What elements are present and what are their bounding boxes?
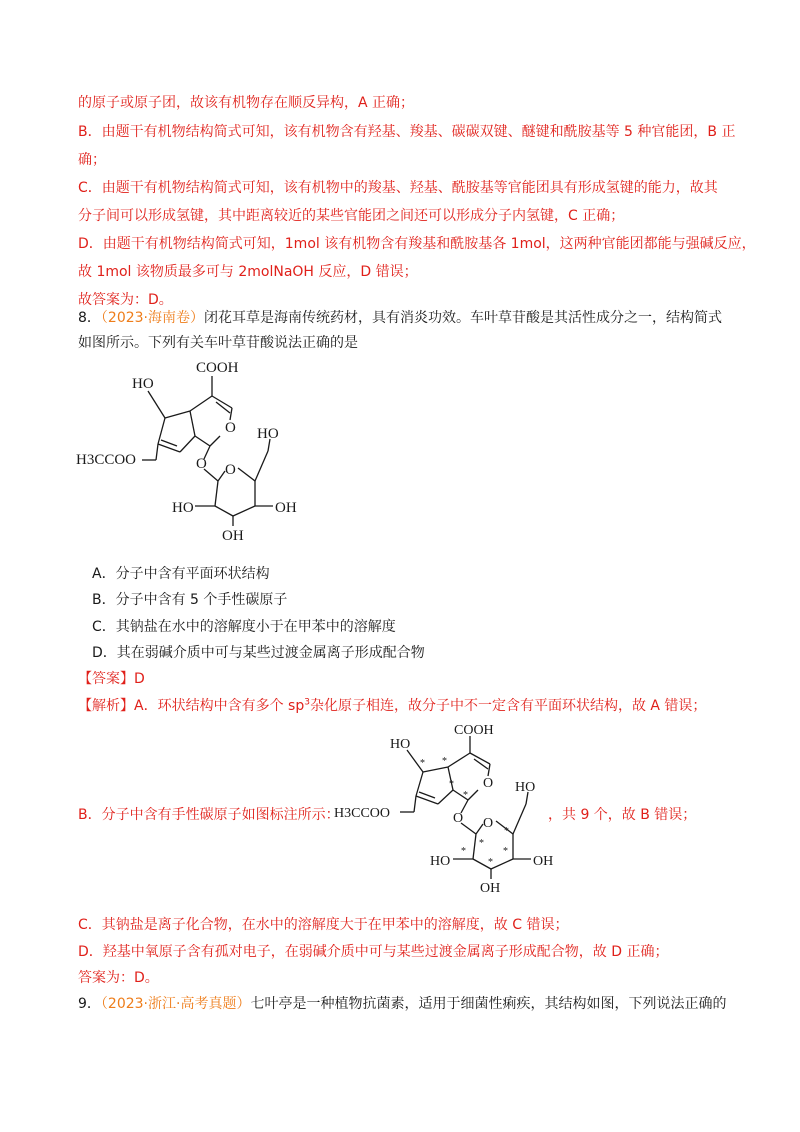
prev-analysis-line-8: 故答案为：D。 (78, 292, 173, 308)
analysis-label: 【解析】 (78, 698, 134, 714)
chiral-star-5: * (479, 838, 484, 849)
prev-analysis-line-3: 确； (78, 152, 106, 168)
q8-option-d: D．其在弱碱介质中可与某些过渡金属离子形成配合物 (92, 645, 425, 661)
acetoxy-label-2: H3CCOO (334, 806, 391, 821)
q8-source: （2023·海南卷） (100, 310, 205, 326)
q8-stem-line-1 (78, 308, 722, 328)
sugar-o-label-2: O (483, 816, 494, 831)
chiral-star-6: * (461, 846, 466, 857)
q8-number: 8． (78, 310, 101, 326)
q9-stem-1: 七叶亭是一种植物抗菌素，适用于细菌性痢疾，其结构如图，下列说法正确的 (250, 996, 727, 1012)
ho-left-label-2: HO (430, 854, 451, 869)
q8-analysis-b-post: ，共 9 个，故 B 错误； (548, 807, 697, 823)
prev-analysis-line-7: 故 1mol 该物质最多可与 2molNaOH 反应，D 错误； (78, 264, 418, 280)
oh-right-label-2: OH (533, 854, 554, 869)
ho-ch2-label-1: HO (257, 426, 279, 442)
ho-top-label-1: HO (132, 376, 154, 392)
ho-ch2-label-2: HO (515, 780, 536, 795)
q9-stem-line-1 (78, 994, 726, 1014)
analysis-a-sup: 3 (304, 697, 310, 708)
ho-top-label-2: HO (390, 737, 411, 752)
chiral-star-4: * (463, 790, 468, 801)
chiral-star-1: * (420, 758, 425, 769)
q8-analysis-c: C．其钠盐是离子化合物，在水中的溶解度大于在甲苯中的溶解度，故 C 错误； (78, 917, 569, 933)
chiral-star-8: * (503, 846, 508, 857)
prev-analysis-line-1: 的原子或原子团，故该有机物存在顺反异构，A 正确； (78, 95, 415, 111)
acetoxy-label-1: H3CCOO (76, 452, 137, 468)
sugar-o-label-1: O (225, 462, 236, 478)
q9-number: 9． (78, 996, 101, 1012)
chiral-star-3: * (449, 779, 454, 790)
q8-option-c: C．其钠盐在水中的溶解度小于在甲苯中的溶解度 (92, 619, 396, 635)
analysis-a-pre: A．环状结构中含有多个 sp (134, 698, 305, 714)
ho-left-label-1: HO (172, 500, 194, 516)
link-o-label-1: O (196, 456, 207, 472)
oh-bottom-label-2: OH (480, 881, 501, 896)
oh-bottom-label-1: OH (222, 528, 244, 544)
q8-analysis-d: D．羟基中氧原子含有孤对电子，在弱碱介质中可与某些过渡金属离子形成配合物，故 D 正确； (78, 944, 669, 960)
prev-analysis-line-2: B．由题干有机物结构简式可知，该有机物含有羟基、羧基、碳碳双键、醚键和酰胺基等 5 种官能团，B 正 (78, 124, 736, 140)
q8-option-b: B．分子中含有 5 个手性碳原子 (92, 592, 288, 608)
answer-value: D (134, 671, 145, 687)
cooh-label-2: COOH (454, 723, 494, 738)
prev-analysis-line-4: C．由题干有机物结构简式可知，该有机物中的羧基、羟基、酰胺基等官能团具有形成氢键的能力，故其 (78, 180, 718, 196)
structure-diagram-1 (70, 356, 330, 546)
ring-o-label-2: O (483, 776, 494, 791)
q8-answer (78, 669, 145, 689)
q9-source: （2023·浙江·高考真题） (100, 996, 251, 1012)
q8-option-a: A．分子中含有平面环状结构 (92, 566, 270, 582)
chiral-star-9: * (504, 826, 509, 837)
q8-stem-line-2: 如图所示。下列有关车叶草苷酸说法正确的是 (78, 335, 358, 351)
q8-stem-1: 闭花耳草是海南传统药材，具有消炎功效。车叶草苷酸是其活性成分之一，结构简式 (204, 310, 723, 326)
q8-analysis-end: 答案为：D。 (78, 970, 159, 986)
ring-o-label-1: O (225, 420, 236, 436)
prev-analysis-line-5: 分子间可以形成氢键，其中距离较近的某些官能团之间还可以形成分子内氢键，C 正确； (78, 208, 625, 224)
link-o-label-2: O (453, 811, 464, 826)
answer-label: 【答案】 (78, 671, 134, 687)
cooh-label-1: COOH (196, 360, 239, 376)
oh-right-label-1: OH (275, 500, 297, 516)
prev-analysis-line-6: D．由题干有机物结构简式可知，1mol 该有机物含有羧基和酰胺基各 1mol，这两种官能团都能与强碱反应， (78, 236, 756, 252)
chiral-star-7: * (488, 857, 493, 868)
chiral-star-2: * (442, 756, 447, 767)
q8-analysis-b-pre: B．分子中含有手性碳原子如图标注所示： (78, 807, 340, 823)
analysis-a-post: 杂化原子相连，故分子中不一定含有平面环状结构，故 A 错误； (309, 698, 707, 714)
q8-analysis-a (78, 696, 706, 716)
